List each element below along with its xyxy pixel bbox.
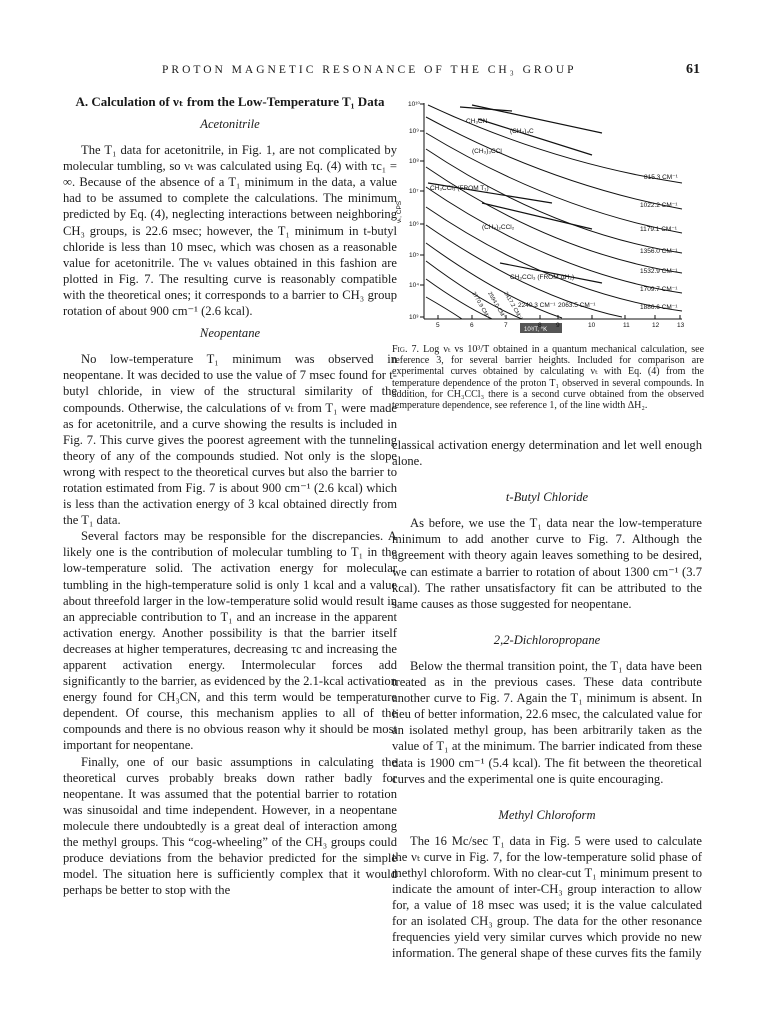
y-tick-1e9: 10⁹: [409, 128, 420, 135]
x-axis-label: 10³/T, °K: [524, 327, 548, 333]
left-column: [63, 94, 397, 898]
curve-label-dichloropropane: (CH₃)₂CCl₂: [482, 224, 515, 231]
paragraph-methyl-chloroform: The 16 Mc/sec T₁ data in Fig. 5 were used to calculate the νₜ curve in Fig. 7, for the low-temperature solid phase of methyl chloroform. With no clear-cut T₁ minimum present to indicate the amount of inter-CH₃ group interaction to allow for, a value of 18 msec was used; it is the value calculated for an isolated CH₃ group. The data for the other resonance frequencies yield very similar curves which provide no new information. The general shape of these curves fits the family: [392, 833, 702, 961]
barrier-label-815: 815.3 CM⁻¹: [644, 174, 678, 181]
figure-caption: [392, 344, 704, 411]
subsection-neopentane: Neopentane: [199, 326, 261, 341]
y-tick-1e4: 10⁴: [409, 282, 420, 289]
curve-label-methyl-chloroform-t1: CH₃CCl₃ (FROM T₁): [430, 185, 489, 192]
x-tick-12: 12: [652, 322, 660, 329]
curve-label-ch3cn: CH₃CN: [466, 118, 488, 125]
subsection-tbutyl-chloride: t-Butyl Chloride: [505, 490, 589, 505]
paragraph-acetonitrile: The T₁ data for acetonitrile, in Fig. 1, are not complicated by molecular tumbling, so νₜ was calculated using Eq. (4) with τc₁ = ∞. Because of the absence of a T₁ minimum in the data, a value had to be assumed to complete the calculations. The minimum predicted by Eq. (4), neglecting interactions between neighboring CH₃ groups, is 22.6 msec; however, the T₁ minimum in t-butyl chloride is less than 10 msec, which was chosen as a reasonable value for acetonitrile. The νₜ values obtained in this fashion are plotted in Fig. 7. The resulting curve is reasonably compatible with the theoretical ones; it corresponds to a barrier to CH₃ group rotation of about 900 cm⁻¹ (2.6 kcal).: [63, 143, 397, 319]
subsection-dichloropropane: 2,2-Dichloropropane: [493, 632, 601, 647]
y-tick-1e8: 10⁸: [409, 158, 419, 165]
barrier-label-1022: 1022.2 CM⁻¹: [640, 202, 678, 209]
barrier-label-1886: 1886.6 CM⁻¹: [640, 304, 678, 311]
barrier-label-2417: 2417.2 CM⁻¹: [502, 291, 524, 322]
subsection-methyl-chloroform: Methyl Chloroform: [498, 807, 596, 822]
paragraph-neopentane-1: No low-temperature T₁ minimum was observed in neopentane. It was decided to use the value of 7 msec found for t-butyl chloride, in view of the structural similarity of the compounds. Otherwise, the calculations of νₜ from T₁ were made as for acetonitrile, and a curve showing the results is included in Fig. 7. This curve gives the poorest agreement with the tunneling theory of any of the compounds studied. Not only is the slope wrong with respect to the theoretical curves but also the barrier to rotation estimated from Fig. 7 is about 900 cm⁻¹ (2.6 kcal) which is less than the activation energy of 3 kcal obtained directly from the T₁ data.: [63, 352, 397, 528]
caption-label: Fig. 7.: [392, 344, 420, 355]
subsection-acetonitrile: Acetonitrile: [200, 117, 260, 131]
barrier-label-1532: 1532.9 CM⁻¹: [640, 268, 678, 275]
curve-label-methyl-chloroform-dh2: CH₃CCl₃ (FROM ΔH₂): [510, 274, 575, 281]
x-tick-10: 10: [588, 322, 596, 329]
x-tick-9: 9: [556, 322, 560, 329]
paragraph-neopentane-2: Several factors may be responsible for the discrepancies. A likely one is the contribution of molecular tumbling to T₁ in the low-temperature solid. The activation energy for molecular tumbling in the high-temperature solid is only 1 kcal and a value about threefold larger in the low-temperature solid would result in an appreciable contribution to T₁ and an increase in the apparent activation energy. Another possibility is that the barrier itself decreases at higher temperatures, decreasing τc and increasing the apparent activation energy. Intermolecular forces add significantly to the barrier, as evidenced by the 2.1-kcal activation energy found for CH₃CN, and this term would be temperature dependent. Of course, this mechanism applies to all of the compounds and there is no obvious reason why it should be most important for neopentane.: [63, 529, 397, 753]
page-number: 61: [686, 62, 700, 77]
x-tick-5: 5: [436, 322, 440, 329]
barrier-label-1179: 1179.1 CM⁻¹: [640, 226, 677, 233]
y-axis-label: νₜ, CPS: [396, 200, 403, 223]
y-tick-1e6: 10⁶: [409, 221, 419, 228]
barrier-label-1709: 1709.7 CM⁻¹: [640, 286, 678, 293]
y-tick-1e10: 10¹⁰: [408, 101, 421, 108]
barrier-label-2063: 2063.5 CM⁻¹: [558, 302, 596, 309]
y-tick-1e3: 10³: [409, 314, 419, 321]
barrier-label-1356: 1356.0 CM⁻¹: [640, 248, 678, 255]
y-tick-1e5: 10⁵: [409, 252, 419, 259]
barrier-label-2594: 2594.0 CM⁻¹: [486, 291, 508, 322]
x-tick-6: 6: [470, 322, 474, 329]
x-tick-13: 13: [677, 322, 685, 329]
barrier-label-2770: 2770.9 CM⁻¹: [470, 291, 492, 322]
caption-text: Log νₜ vs 10³/T obtained in a quantum mechanical calculation, see reference 3, for several barrier heights. Included for comparison are experimental curves obtained by calculating νₜ with Eq. (4) from the temperature dependence of the proton T₁ observed in several compounds. In addition, for CH₃CCl₃ there is a second curve obtained from the observed temperature dependence, see reference 1, of the line width ΔH₂.: [392, 344, 705, 412]
paragraph-neopentane-3: Finally, one of our basic assumptions in calculating the theoretical curves probably breaks down rather badly for neopentane. It was assumed that the potential barrier to rotation was sinusoidal and time independent. However, in a neopentane molecule there undoubtedly is a great deal of interaction among the methyl groups. This “cog-wheeling” of the CH₃ groups could produce deviations from the behavior predicted for the simple model. The situation here is sufficiently complex that it would perhaps be better to stop with the: [63, 754, 397, 898]
curve-label-neopentane: (CH₃)₄C: [510, 128, 534, 135]
paragraph-continued: classical activation energy determination and let well enough alone.: [392, 438, 702, 469]
paragraph-dichloropropane: Below the thermal transition point, the T₁ data have been treated as in the previous cases. These data contribute another curve to Fig. 7. Again the T₁ minimum is absent. In lieu of better information, 22.6 msec, the calculated value for an isolated methyl group, has been arbitrarily taken as the value of T₁ at the minimum. The barrier indicated from these data is 1900 cm⁻¹ (5.4 kcal). The fit between the theoretical curves and the experimental one is quite encouraging.: [392, 658, 702, 786]
paragraph-tbutyl-chloride: As before, we use the T₁ data near the low-temperature minimum to add another curve to Fig. 7. Although the agreement with theory again leaves something to be desired, we can estimate a barrier to rotation of about 1300 cm⁻¹ (3.7 kcal). The rather unsatisfactory fit can be attributed to the same causes as those suggested for neopentane.: [392, 516, 702, 611]
curve-label-tbutyl-chloride: (CH₃)₃CCl: [472, 148, 502, 155]
right-column: [392, 437, 702, 962]
running-head: PROTON MAGNETIC RESONANCE OF THE CH₃ GROUP: [162, 64, 577, 76]
figure-7-plot: [392, 93, 708, 338]
x-tick-11: 11: [623, 322, 630, 329]
barrier-label-2240: 2240.3 CM⁻¹: [518, 302, 556, 309]
section-title: A. Calculation of νₜ from the Low-Temperature T₁ Data: [75, 94, 385, 109]
figure-7: [392, 93, 708, 338]
y-tick-1e7: 10⁷: [409, 188, 419, 195]
x-tick-7: 7: [504, 322, 508, 329]
x-tick-8: 8: [538, 322, 542, 329]
